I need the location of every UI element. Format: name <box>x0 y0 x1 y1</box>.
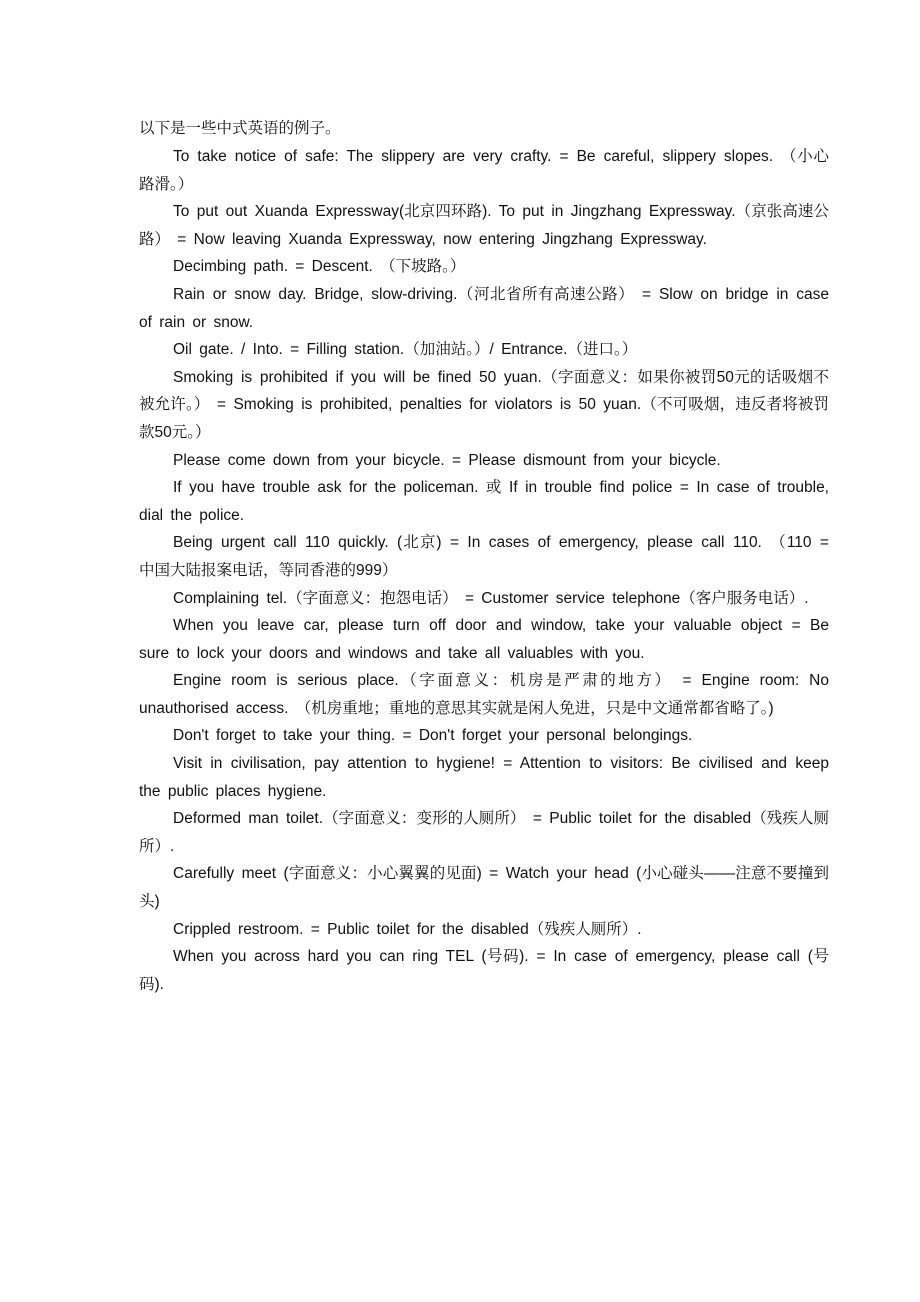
example-paragraph: Don't forget to take your thing. = Don't forget your personal belongings. <box>173 727 693 745</box>
example-paragraph: To take notice of safe: The slippery are very crafty. = Be careful, slippery slopes. （小心路滑。） <box>139 148 829 193</box>
example-paragraph: Complaining tel.（字面意义：抱怨电话） = Customer service telephone（客户服务电话）. <box>173 589 809 607</box>
example-paragraph: Rain or snow day. Bridge, slow-driving.（河北省所有高速公路） = Slow on bridge in case of rain or snow. <box>139 285 829 331</box>
example-paragraph: Deformed man toilet.（字面意义：变形的人厕所） = Public toilet for the disabled（残疾人厕所）. <box>139 810 829 855</box>
example-paragraph: If you have trouble ask for the policeman. 或 If in trouble find police = In case of trouble, dial the police. <box>139 479 829 524</box>
document-body <box>139 115 829 998</box>
intro-line: 以下是一些中式英语的例子。 <box>139 120 341 137</box>
example-paragraph: Please come down from your bicycle. = Please dismount from your bicycle. <box>173 451 721 469</box>
example-paragraph: When you across hard you can ring TEL (号码). = In case of emergency, please call (号码). <box>139 948 829 993</box>
example-paragraph: Decimbing path. = Descent. （下坡路。） <box>173 258 466 276</box>
example-paragraph: Visit in civilisation, pay attention to hygiene! = Attention to visitors: Be civilised and keep the public places hygiene. <box>139 755 829 800</box>
example-paragraph: To put out Xuanda Expressway(北京四环路). To put in Jingzhang Expressway.（京张高速公路） = Now leaving Xuanda Expressway, now entering Jingzhang Expressway. <box>139 203 829 248</box>
example-paragraph: Smoking is prohibited if you will be fined 50 yuan.（字面意义：如果你被罚50元的话吸烟不被允许。） = Smoking is prohibited, penalties for violators is 50 yuan.（不可吸烟，违反者将被罚款50元。） <box>139 368 829 441</box>
example-paragraph: Crippled restroom. = Public toilet for the disabled（残疾人厕所）. <box>173 920 642 938</box>
example-paragraph: Being urgent call 110 quickly. (北京) = In cases of emergency, please call 110. （110 = 中国大陆报案电话，等同香港的999） <box>139 534 829 579</box>
example-paragraph: Engine room is serious place.（字面意义：机房是严肃的地方） = Engine room: No unauthorised access. （机房重地；重地的意思其实就是闲人免进，只是中文通常都省略了。) <box>139 672 829 717</box>
example-paragraph: Carefully meet (字面意义：小心翼翼的见面) = Watch your head (小心碰头——注意不要撞到头) <box>139 865 829 911</box>
example-paragraph: Oil gate. / Into. = Filling station.（加油站。）/ Entrance.（进口。） <box>173 341 638 359</box>
example-paragraph: When you leave car, please turn off door and window, take your valuable object = Be sure to lock your doors and windows and take all valuables with you. <box>139 617 829 662</box>
